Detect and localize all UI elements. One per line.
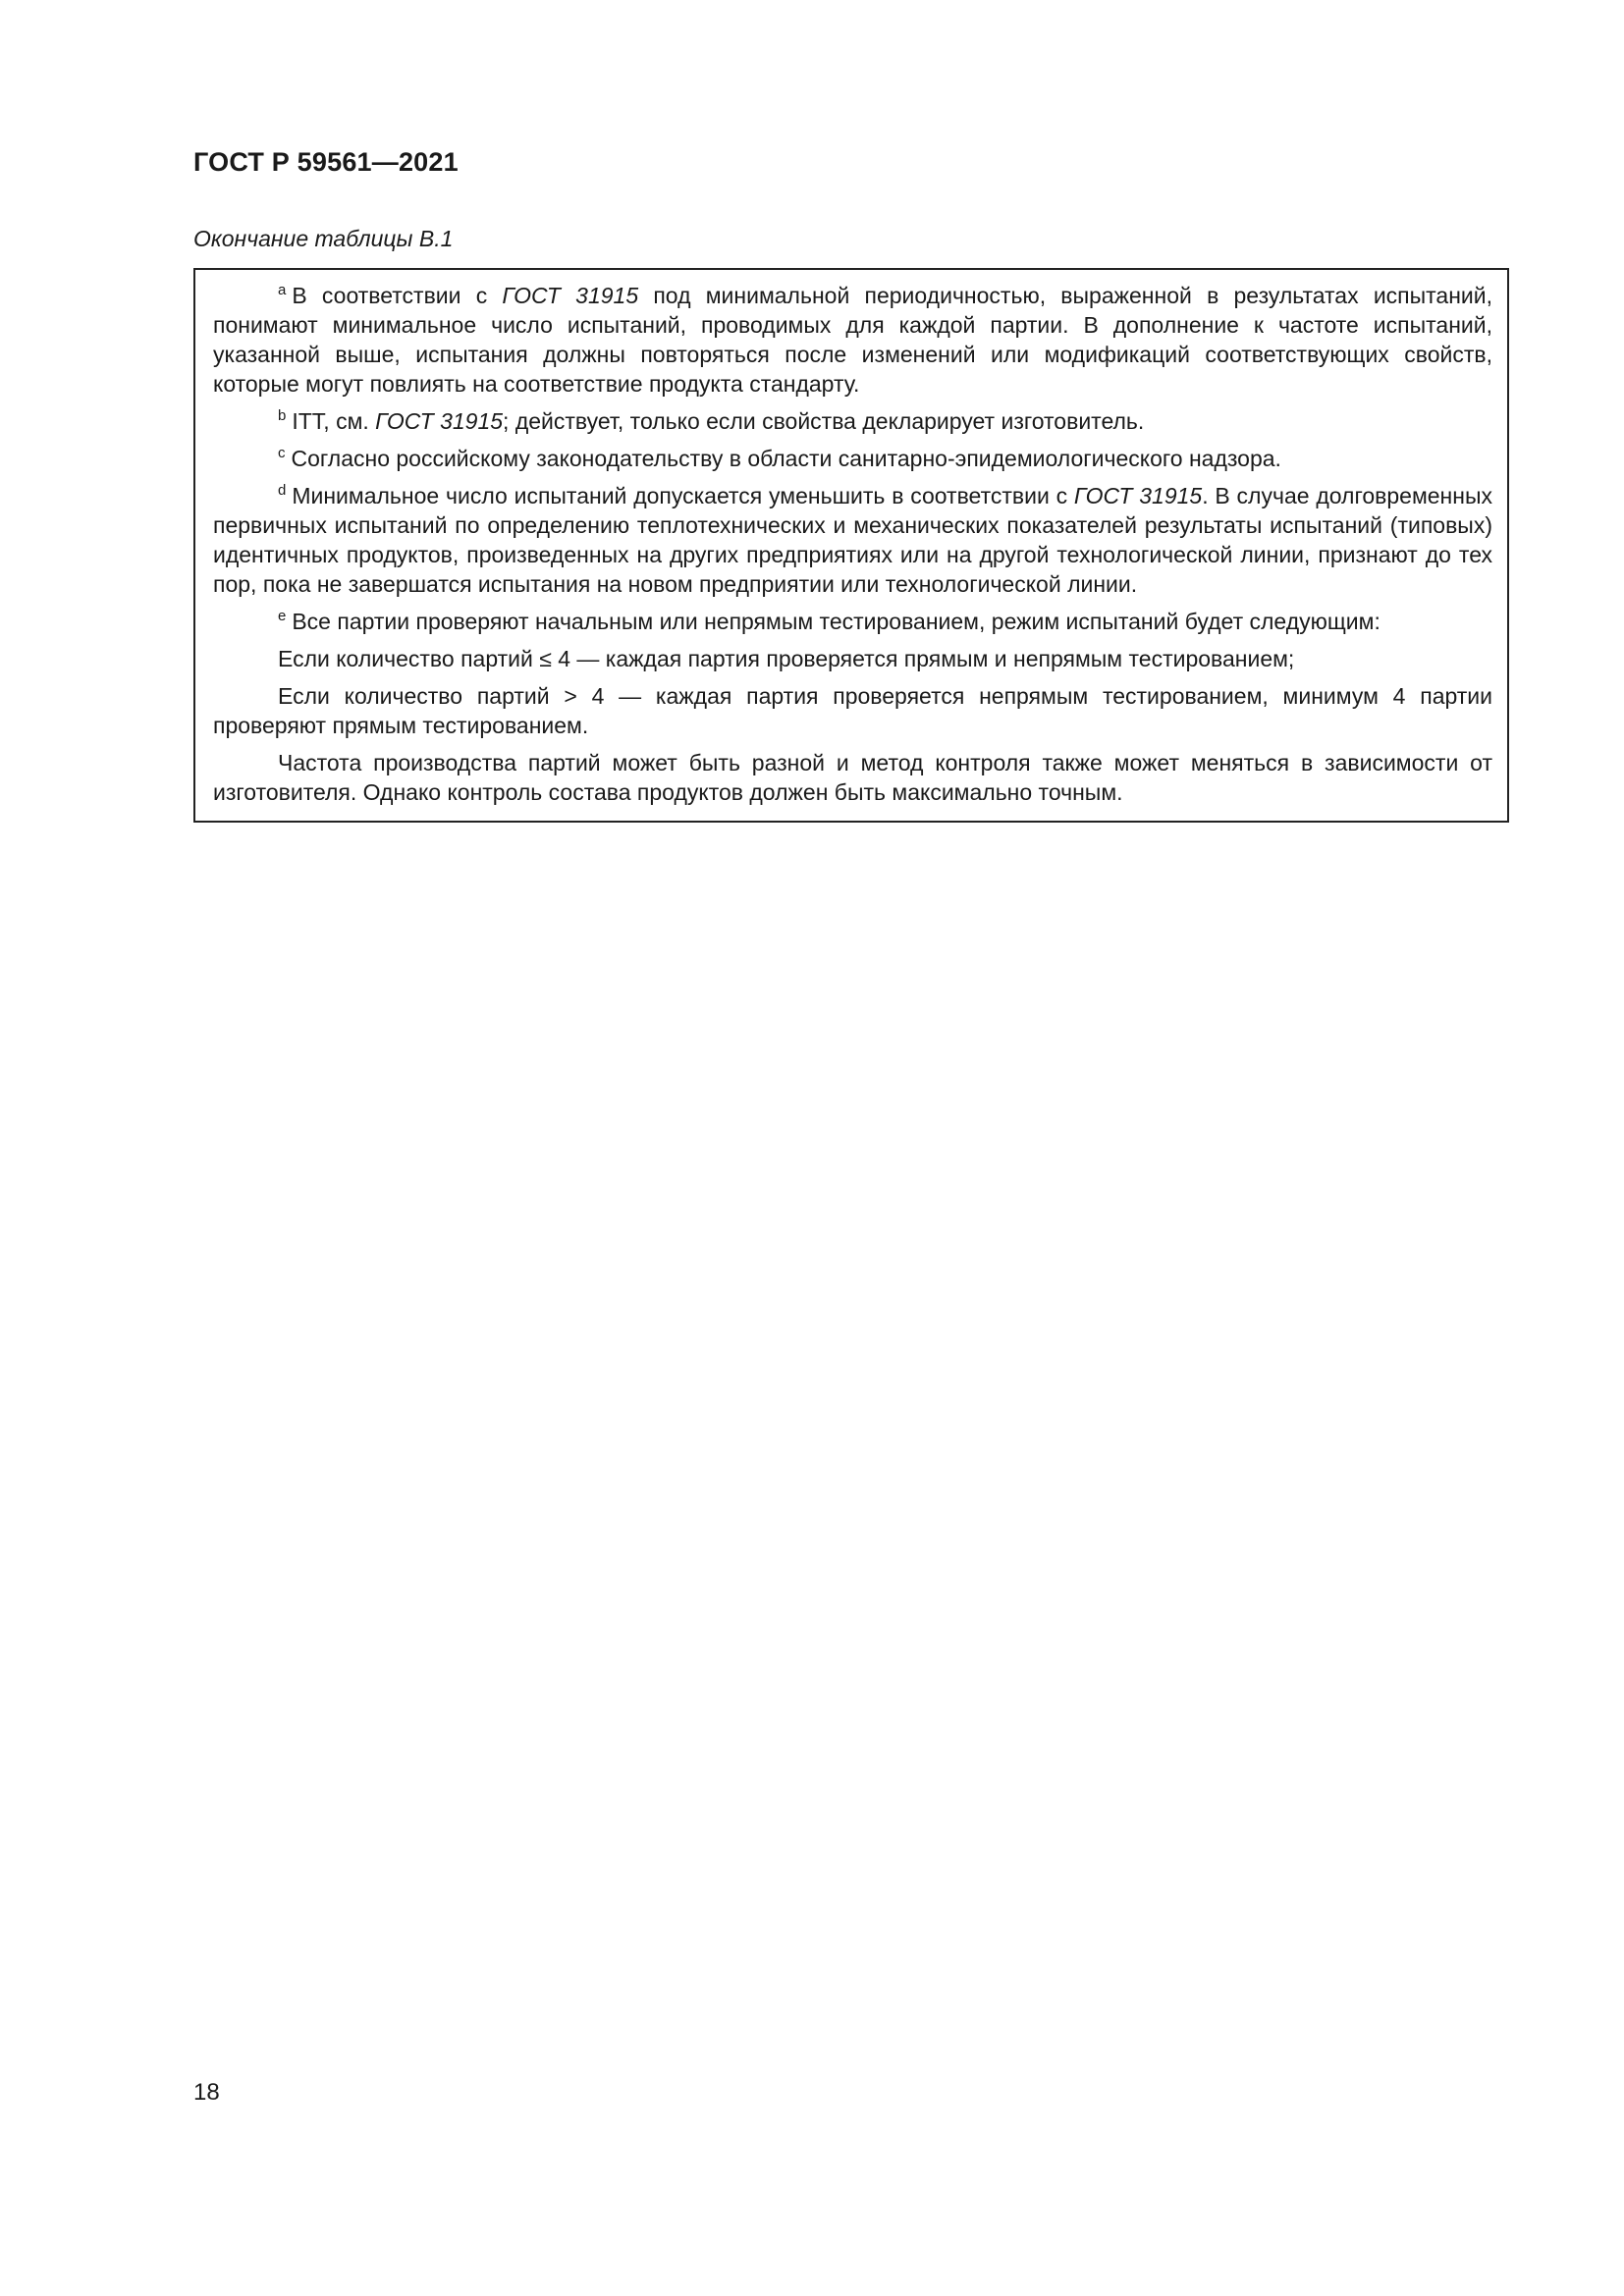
footnote-e-line-1: Если количество партий ≤ 4 — каждая партия проверяется прямым и непрямым тестированием; bbox=[278, 646, 1295, 671]
footnote-b-text-1: ITT, см. bbox=[292, 408, 376, 434]
footnote-e-line-2: Если количество партий > 4 — каждая партия проверяется непрямым тестированием, минимум 4 партии проверяют прямым тестированием. bbox=[213, 683, 1492, 738]
footnote-e-text: Все партии проверяют начальным или непрямым тестированием, режим испытаний будет следующим: bbox=[292, 609, 1380, 634]
footnote-d-text-2: . В случае долговременных первичных испытаний по определению теплотехнических и механических показателей результаты испытаний (типовых) идентичных продуктов, произведенных на других предприятиях или на другой технологической линии, признают до тех пор, пока не завершатся испытания на новом предприятии или технологической линии. bbox=[213, 483, 1492, 597]
footnote-a bbox=[213, 281, 1492, 399]
footnote-d bbox=[213, 481, 1492, 599]
table-notes-box bbox=[193, 268, 1509, 823]
footnote-a-text-1: В соответствии с bbox=[292, 283, 503, 308]
footnote-e bbox=[213, 607, 1492, 636]
footnote-c bbox=[213, 444, 1492, 473]
footnote-d-ref: ГОСТ 31915 bbox=[1073, 483, 1203, 508]
footnote-d-text-1: Минимальное число испытаний допускается уменьшить в соответствии с bbox=[292, 483, 1074, 508]
page-number: 18 bbox=[193, 2079, 220, 2106]
footnote-marker-d: d bbox=[278, 482, 287, 499]
footnote-b-ref: ГОСТ 31915 bbox=[375, 408, 504, 434]
document-header: ГОСТ Р 59561—2021 bbox=[193, 147, 459, 177]
footnote-a-ref: ГОСТ 31915 bbox=[502, 283, 639, 308]
footnote-marker-e: e bbox=[278, 608, 287, 624]
footnote-c-text: Согласно российскому законодательству в области санитарно-эпидемиологического надзора. bbox=[291, 446, 1281, 471]
footnote-marker-b: b bbox=[278, 407, 287, 424]
table-caption: Окончание таблицы В.1 bbox=[193, 226, 454, 251]
footnote-final: Частота производства партий может быть разной и метод контроля также может меняться в зависимости от изготовителя. Однако контроль состава продуктов должен быть максимально точным. bbox=[213, 750, 1492, 805]
footnote-b bbox=[213, 406, 1492, 436]
footnote-marker-c: c bbox=[278, 445, 286, 461]
footnote-marker-a: a bbox=[278, 282, 287, 298]
footnote-b-text-2: ; действует, только если свойства декларирует изготовитель. bbox=[503, 408, 1145, 434]
footnote-a-text-2: под минимальной периодичностью, выраженной в результатах испытаний, понимают минимальное число испытаний, проводимых для каждой партии. В дополнение к частоте испытаний, указанной выше, испытания должны повторяться после изменений или модификаций соответствующих свойств, которые могут повлиять на соответствие продукта стандарту. bbox=[213, 283, 1493, 397]
